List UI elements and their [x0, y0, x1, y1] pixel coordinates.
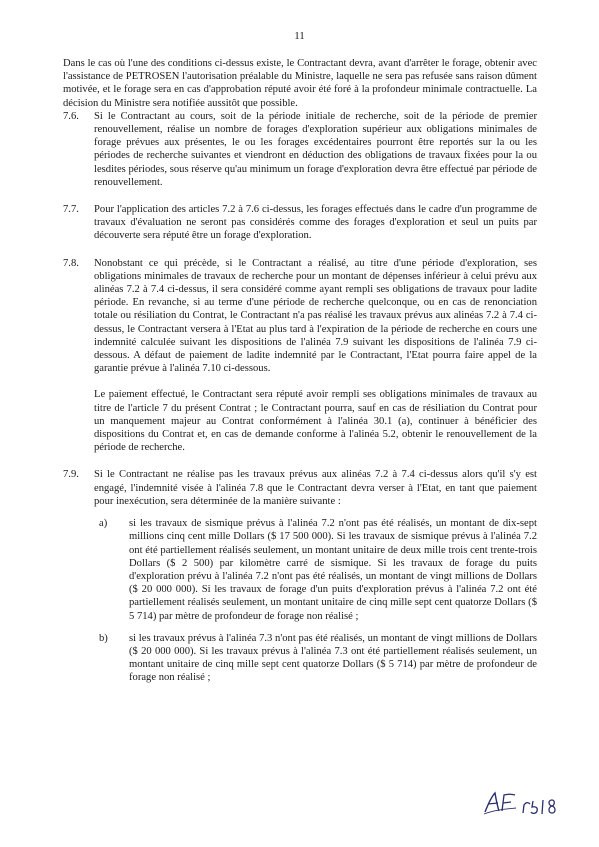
- handwritten-page-mark: [520, 795, 558, 817]
- article-paragraph: Pour l'application des articles 7.2 à 7.6 ci-dessus, les forages effectués dans le cadre d'un programme de travaux d'évaluation ne seront pas considérés comme des forages d'exploration et seul un puits par découverte sera réputé être un forage d'exploration.: [94, 204, 537, 242]
- subitem-text: si les travaux de sismique prévus à l'alinéa 7.2 n'ont pas été réalisés, un montant de dix-sept millions cinq cent mille Dollars ($ 17 500 000). Si les travaux de sismique prévus à l'alinéa 7.2 ont été partiellement réalisés seulement, un montant unitaire de deux mille trois cent trente-trois Dollars ($ 2 500) par kilomètre carré de sismique. Si les travaux de forage du puits d'exploration prévu à l'alinéa 7.2 n'ont pas été réalisés, un montant de vingt millions de Dollars ($ 20 000 000). Si les travaux de forage d'un puits d'exploration prévus à l'alinéa 7.2 ont été partiellement réalisés seulement, un montant unitaire de cinq mille sept cent quatorze Dollars ($ 5 714) par mètre de profondeur de forage non réalisé ;: [129, 518, 537, 622]
- subitem-b: [94, 632, 537, 685]
- article-number: 7.9.: [63, 469, 79, 481]
- subitem-label: b): [99, 632, 108, 644]
- subitem-a: [94, 517, 537, 623]
- document-body: [63, 57, 537, 699]
- page-number: 11: [294, 30, 305, 42]
- article-body: [94, 110, 537, 189]
- article-body: [94, 203, 537, 243]
- article-7-7: [63, 203, 537, 243]
- article-paragraph: Si le Contractant ne réalise pas les travaux prévus aux alinéas 7.2 à 7.4 ci-dessus alors qu'il s'y est engagé, l'indemnité visée à l'alinéa 7.8 que le Contractant devra verser à l'Etat, en tant que paiement pour inexécution, sera déterminée de la manière suivante :: [94, 469, 537, 507]
- subitem-label: a): [99, 518, 108, 530]
- article-number: 7.8.: [63, 257, 79, 269]
- article-number: 7.6.: [63, 110, 79, 122]
- article-body: [94, 257, 537, 455]
- article-paragraph: Le paiement effectué, le Contractant sera réputé avoir rempli ses obligations minimales de travaux au titre de l'article 7 du présent Contrat ; le Contractant pourra, sauf en cas de résiliation du Contrat pour un manquement majeur au Contrat conformément à l'alinéa 30.1 (a), continuer à bénéficier des dispositions du Contrat et, en cas de demande conforme à l'alinéa 5.2, obtenir le renouvellement de la période de recherche.: [94, 389, 537, 454]
- article-7-8: [63, 257, 537, 455]
- article-paragraph: Nonobstant ce qui précède, si le Contractant a réalisé, au titre d'une période d'exploration, ses obligations minimales de travaux de recherche pour un montant de dépenses inférieur à celui prévu aux alinéas 7.2 à 7.4 ci-dessus, il sera considéré comme ayant rempli ses obligations de travaux pour ladite période. En revanche, si au terme d'une période de recherche quelconque, ou en cas de renonciation totale ou résiliation du Contrat, le Contractant n'a pas réalisé les travaux prévus aux alinéas 7.2 à 7.4 ci-dessus, le Contractant versera à l'Etat au plus tard à l'expiration de la période de recherche en cours une indemnité calculée suivant les dispositions de l'alinéa 7.9 suivant les dispositions de l'alinéa 7.9 ci-dessous. A défaut de paiement de ladite indemnité par le Contractant, l'Etat pourra faire appel de la garantie prévue à l'alinéa 7.10 ci-dessous.: [94, 257, 537, 375]
- handwritten-initials: [482, 790, 518, 816]
- article-number: 7.7.: [63, 204, 79, 216]
- article-7-6: [63, 110, 537, 189]
- article-paragraph: Si le Contractant au cours, soit de la période initiale de recherche, soit de la période de premier renouvellement, réalise un nombre de forages d'exploration supérieur aux obligations minimales de forage prévues aux présentes, le ou les forages excédentaires pourront être reportés sur la ou les périodes de recherche suivantes et viendront en déduction des obligations de travaux fixées pour la ou lesdites périodes, sous réserve qu'au minimum un forage d'exploration devra être effectué par période de renouvellement.: [94, 110, 537, 188]
- subitem-text: si les travaux prévus à l'alinéa 7.3 n'ont pas été réalisés, un montant de vingt millions de Dollars ($ 20 000 000). Si les travaux prévus à l'alinéa 7.3 ont été partiellement réalisés seulement, un montant unitaire de cinq mille sept cent quatorze Dollars ($ 5 714) par mètre de profondeur de forage non réalisé ;: [129, 632, 537, 684]
- intro-paragraph: Dans le cas où l'une des conditions ci-dessus existe, le Contractant devra, avant d'arrêter le forage, obtenir avec l'assistance de PETROSEN l'autorisation préalable du Ministre, laquelle ne sera pas refusée sans raison dûment motivée, et le forage sera en cas d'approbation réputé avoir été foré à la profondeur minimale contractuelle. La décision du Ministre sera notifiée aussitôt que possible.: [63, 58, 537, 109]
- article-body: [94, 468, 537, 684]
- article-7-9: [63, 468, 537, 684]
